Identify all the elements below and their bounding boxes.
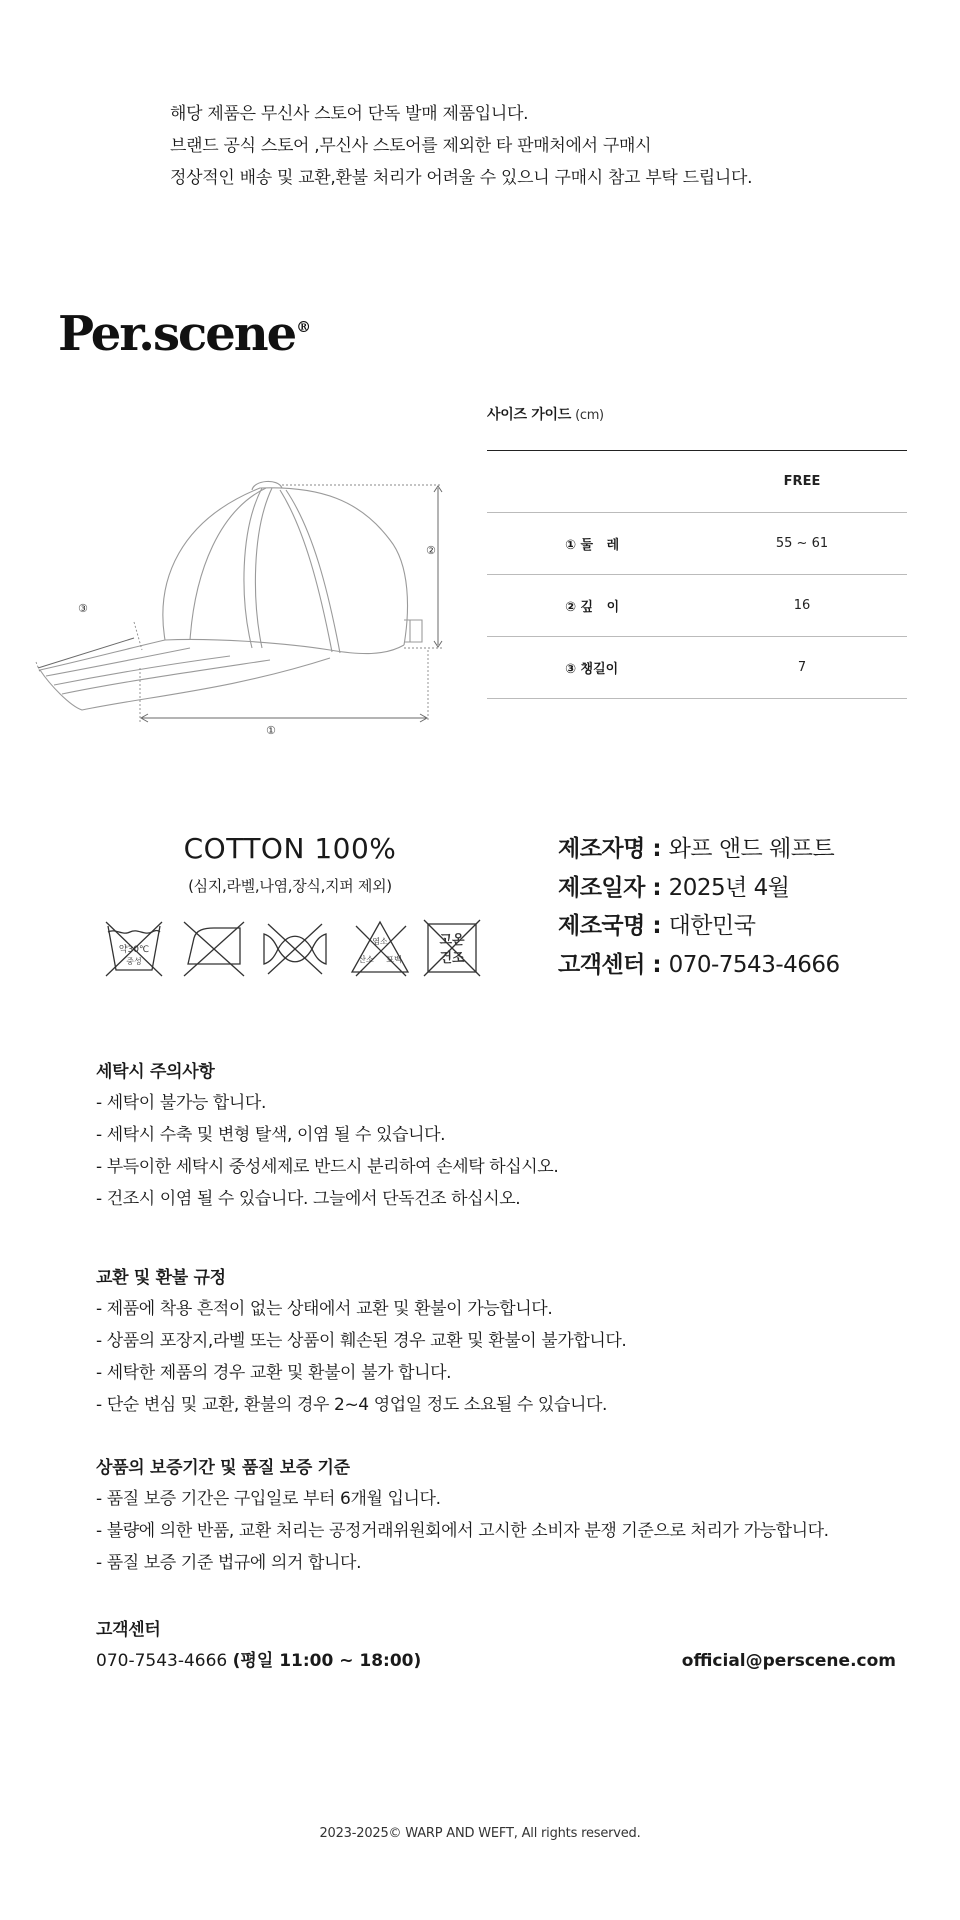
cs-row: [558, 946, 948, 985]
size-guide-heading: 사이즈 가이드: [487, 407, 571, 423]
size-row-value: 16: [793, 598, 811, 613]
size-table-header: [487, 451, 907, 513]
washing-section: [96, 1057, 936, 1215]
cs-value: 070-7543-4666: [668, 951, 840, 978]
notice-line: 정상적인 배송 및 교환,환불 처리가 어려울 수 있으니 구매시 참고 부탁 드립니다.: [170, 168, 753, 188]
material-exclusion: (심지,라벨,나염,장식,지퍼 제외): [188, 877, 392, 895]
date-value: 2025년 4월: [668, 874, 790, 901]
size-guide: [487, 404, 907, 699]
table-row: [487, 575, 907, 637]
customer-center-section: [96, 1615, 936, 1677]
bleach-oxygen-label: 산소: [358, 955, 374, 964]
size-row-value: 7: [797, 660, 807, 675]
size-row-value: 55 ~ 61: [775, 536, 829, 551]
notice-line: 브랜드 공식 스토어 ,무신사 스토어를 제외한 타 판매처에서 구매시: [170, 136, 652, 156]
customer-center-email[interactable]: official@perscene.com: [681, 1651, 896, 1671]
bleach-label: 표백: [386, 955, 402, 964]
washing-title: 세탁시 주의사항: [96, 1062, 215, 1082]
customer-center-line: [96, 1645, 896, 1677]
wash-detergent-label: 중성: [126, 957, 142, 966]
list-item: - 세탁시 수축 및 변형 탈색, 이염 될 수 있습니다.: [96, 1125, 446, 1145]
dry-high-label: 고온: [439, 933, 465, 948]
care-icons: [104, 918, 484, 978]
separator: :: [644, 913, 669, 939]
table-row: [487, 513, 907, 575]
size-row-label: ② 깊 이: [565, 600, 620, 615]
list-item: - 품질 보증 기간은 구입일로 부터 6개월 입니다.: [96, 1489, 441, 1509]
list-item: - 품질 보증 기준 법규에 의거 합니다.: [96, 1553, 362, 1573]
warranty-title: 상품의 보증기간 및 품질 보증 기준: [96, 1458, 350, 1478]
maker-row: [558, 830, 948, 869]
customer-center-contact: [96, 1645, 421, 1677]
country-value: 대한민국: [668, 913, 756, 939]
no-twist-icon: [264, 924, 326, 974]
size-column-free: FREE: [783, 474, 821, 489]
date-row: [558, 869, 948, 908]
material-info: [90, 832, 490, 896]
list-item: - 단순 변심 및 교환, 환불의 경우 2~4 영업일 정도 소요될 수 있습니다.: [96, 1395, 608, 1415]
list-item: - 부득이한 세탁시 중성세제로 반드시 분리하여 손세탁 하십시오.: [96, 1157, 559, 1177]
list-item: - 제품에 착용 흔적이 없는 상태에서 교환 및 환불이 가능합니다.: [96, 1299, 553, 1319]
customer-center-phone: 070-7543-4666: [96, 1651, 228, 1671]
no-bleach-icon: [352, 922, 408, 976]
brand-logo: [58, 306, 309, 362]
size-guide-unit: (cm): [575, 408, 604, 423]
dry-label: 건조: [439, 951, 465, 966]
exchange-section: [96, 1263, 936, 1421]
size-row-label: ③ 챙길이: [565, 662, 619, 677]
country-row: [558, 907, 948, 946]
maker-label: 제조자명: [558, 836, 645, 862]
exclusive-notice: [170, 98, 930, 194]
separator: :: [644, 951, 669, 978]
warranty-section: [96, 1453, 936, 1579]
no-tumble-dry-icon: [424, 920, 480, 976]
depth-marker: ②: [426, 544, 436, 557]
separator: :: [644, 836, 669, 862]
exchange-title: 교환 및 환불 규정: [96, 1268, 226, 1288]
country-label: 제조국명: [558, 913, 645, 939]
list-item: - 상품의 포장지,라벨 또는 상품이 훼손된 경우 교환 및 환불이 불가합니다.: [96, 1331, 627, 1351]
notice-line: 해당 제품은 무신사 스토어 단독 발매 제품입니다.: [170, 104, 529, 124]
manufacturer-info: [558, 830, 948, 984]
maker-value: 와프 앤드 웨프트: [668, 836, 835, 862]
customer-center-title: 고객센터: [96, 1620, 161, 1640]
cap-diagram: [30, 470, 450, 737]
no-wring-icon: [184, 922, 244, 976]
brim-marker: ③: [78, 602, 88, 615]
cs-label: 고객센터: [558, 951, 645, 978]
footer-copyright: 2023-2025© WARP AND WEFT, All rights reserved.: [319, 1826, 641, 1841]
circumference-marker: ①: [266, 724, 276, 737]
list-item: - 불량에 의한 반품, 교환 처리는 공정거래위원회에서 고시한 소비자 분쟁 기준으로 처리가 가능합니다.: [96, 1521, 829, 1541]
date-label: 제조일자: [558, 874, 645, 901]
list-item: - 세탁이 불가능 합니다.: [96, 1093, 266, 1113]
list-item: - 건조시 이염 될 수 있습니다. 그늘에서 단독건조 하십시오.: [96, 1189, 521, 1209]
size-row-label: ① 둘 레: [565, 538, 620, 553]
list-item: - 세탁한 제품의 경우 교환 및 환불이 불가 합니다.: [96, 1363, 452, 1383]
size-table: [487, 450, 907, 699]
brand-logo-text: Per.scene: [58, 306, 296, 362]
bleach-chlorine-label: 염소: [372, 937, 388, 946]
size-guide-title: [487, 404, 907, 450]
material-composition: COTTON 100%: [183, 832, 397, 865]
registered-mark: ®: [296, 318, 310, 336]
table-row: [487, 637, 907, 699]
wash-temp-label: 약30℃: [118, 945, 150, 955]
separator: :: [644, 874, 669, 901]
customer-center-hours: (평일 11:00 ~ 18:00): [232, 1651, 422, 1671]
